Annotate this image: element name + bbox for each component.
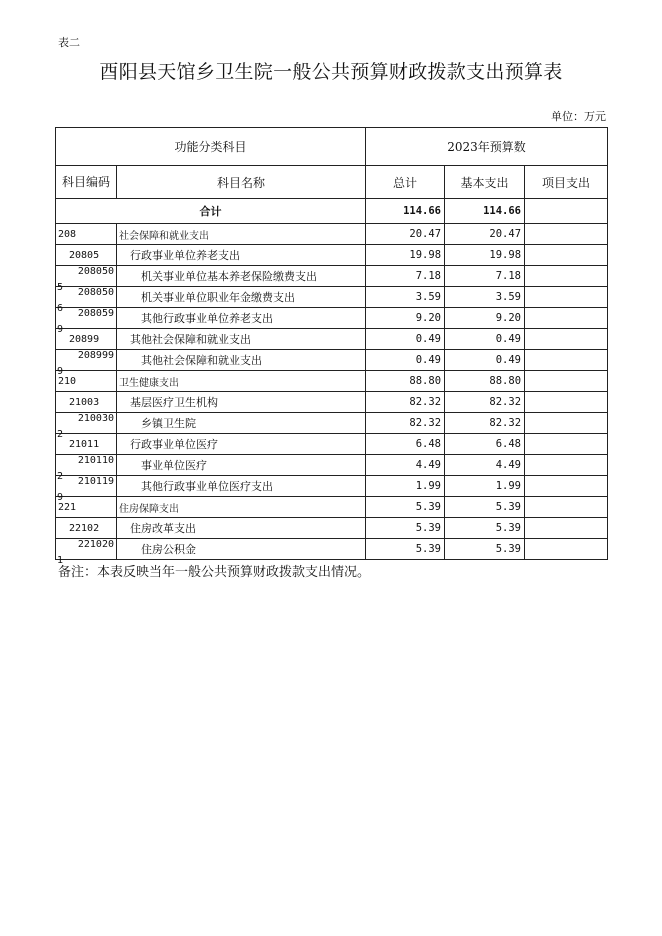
row-project bbox=[525, 518, 608, 539]
header-row-sub bbox=[56, 166, 608, 199]
table-row bbox=[56, 224, 608, 245]
row-code-text: 208050 bbox=[77, 287, 114, 298]
table-row bbox=[56, 518, 608, 539]
row-code-overflow: 2 bbox=[57, 471, 64, 482]
row-code bbox=[56, 371, 117, 392]
row-total: 3.59 bbox=[366, 287, 445, 308]
row-code-text: 210119 bbox=[77, 476, 114, 487]
row-total: 7.18 bbox=[366, 266, 445, 287]
row-total: 0.49 bbox=[366, 350, 445, 371]
unit-label: 单位：万元 bbox=[551, 110, 606, 123]
row-project bbox=[525, 392, 608, 413]
total-row bbox=[56, 199, 608, 224]
row-code-text: 208999 bbox=[77, 350, 114, 361]
row-code-overflow: 9 bbox=[57, 492, 64, 503]
header-row-main bbox=[56, 128, 608, 166]
table-row bbox=[56, 392, 608, 413]
code-header: 科目编码 bbox=[56, 166, 117, 199]
row-project bbox=[525, 434, 608, 455]
row-basic: 82.32 bbox=[445, 392, 525, 413]
row-code-text: 20899 bbox=[69, 333, 100, 345]
row-code bbox=[56, 539, 117, 566]
row-code-text: 208050 bbox=[77, 266, 114, 277]
row-project bbox=[525, 287, 608, 308]
row-code-text: 208059 bbox=[77, 308, 114, 319]
total-amount: 114.66 bbox=[366, 199, 445, 224]
row-name: 行政事业单位养老支出 bbox=[117, 245, 366, 266]
row-code bbox=[56, 413, 117, 440]
row-code-overflow: 2 bbox=[57, 429, 64, 440]
row-name: 事业单位医疗 bbox=[117, 455, 366, 476]
row-total: 9.20 bbox=[366, 308, 445, 329]
row-name: 乡镇卫生院 bbox=[117, 413, 366, 434]
row-code bbox=[56, 308, 117, 335]
row-code-overflow: 1 bbox=[57, 555, 64, 566]
row-code bbox=[56, 224, 117, 245]
row-code-text: 208 bbox=[58, 228, 77, 240]
row-name: 住房保障支出 bbox=[117, 497, 366, 518]
row-basic: 5.39 bbox=[445, 539, 525, 560]
row-project bbox=[525, 455, 608, 476]
row-basic: 5.39 bbox=[445, 518, 525, 539]
row-name: 卫生健康支出 bbox=[117, 371, 366, 392]
row-basic: 19.98 bbox=[445, 245, 525, 266]
row-basic: 20.47 bbox=[445, 224, 525, 245]
row-total: 5.39 bbox=[366, 518, 445, 539]
row-total: 19.98 bbox=[366, 245, 445, 266]
row-code-text: 210030 bbox=[77, 413, 114, 424]
footnote: 备注：本表反映当年一般公共预算财政拨款支出情况。 bbox=[58, 565, 371, 580]
row-code-overflow: 6 bbox=[57, 303, 64, 314]
row-project bbox=[525, 266, 608, 287]
row-basic: 7.18 bbox=[445, 266, 525, 287]
row-name: 基层医疗卫生机构 bbox=[117, 392, 366, 413]
row-code bbox=[56, 266, 117, 293]
row-basic: 0.49 bbox=[445, 329, 525, 350]
table-row bbox=[56, 413, 608, 434]
row-name: 其他社会保障和就业支出 bbox=[117, 350, 366, 371]
total-basic: 114.66 bbox=[445, 199, 525, 224]
row-basic: 9.20 bbox=[445, 308, 525, 329]
row-name: 其他社会保障和就业支出 bbox=[117, 329, 366, 350]
row-total: 0.49 bbox=[366, 329, 445, 350]
row-name: 机关事业单位基本养老保险缴费支出 bbox=[117, 266, 366, 287]
row-basic: 0.49 bbox=[445, 350, 525, 371]
table-row bbox=[56, 539, 608, 560]
table-row bbox=[56, 350, 608, 371]
row-name: 社会保障和就业支出 bbox=[117, 224, 366, 245]
row-total: 6.48 bbox=[366, 434, 445, 455]
row-code-overflow: 5 bbox=[57, 282, 64, 293]
row-code-overflow: 9 bbox=[57, 324, 64, 335]
row-total: 82.32 bbox=[366, 392, 445, 413]
row-code-text: 210110 bbox=[77, 455, 114, 466]
row-project bbox=[525, 539, 608, 560]
budget-group-header: 2023年预算数 bbox=[366, 128, 608, 166]
row-basic: 4.49 bbox=[445, 455, 525, 476]
total-project bbox=[525, 199, 608, 224]
row-basic: 88.80 bbox=[445, 371, 525, 392]
table-row bbox=[56, 434, 608, 455]
row-total: 4.49 bbox=[366, 455, 445, 476]
name-header: 科目名称 bbox=[117, 166, 366, 199]
table-row bbox=[56, 245, 608, 266]
row-basic: 6.48 bbox=[445, 434, 525, 455]
row-total: 20.47 bbox=[366, 224, 445, 245]
total-header: 总计 bbox=[366, 166, 445, 199]
row-project bbox=[525, 497, 608, 518]
sheet-label: 表二 bbox=[58, 36, 80, 49]
budget-table bbox=[55, 127, 608, 566]
project-header: 项目支出 bbox=[525, 166, 608, 199]
table-row bbox=[56, 476, 608, 497]
row-name: 行政事业单位医疗 bbox=[117, 434, 366, 455]
table-row bbox=[56, 329, 608, 350]
table-row bbox=[56, 287, 608, 308]
row-total: 82.32 bbox=[366, 413, 445, 434]
row-code-text: 221 bbox=[58, 501, 77, 513]
row-code-overflow: 9 bbox=[57, 366, 64, 377]
row-code-text: 221020 bbox=[77, 539, 114, 550]
table-row bbox=[56, 455, 608, 476]
row-code-text: 20805 bbox=[69, 249, 100, 261]
row-basic: 5.39 bbox=[445, 497, 525, 518]
row-name: 住房改革支出 bbox=[117, 518, 366, 539]
row-name: 住房公积金 bbox=[117, 539, 366, 560]
row-project bbox=[525, 350, 608, 371]
row-code bbox=[56, 329, 117, 350]
row-code-text: 21003 bbox=[69, 396, 100, 408]
total-label: 合计 bbox=[56, 199, 366, 224]
row-code bbox=[56, 392, 117, 413]
row-project bbox=[525, 371, 608, 392]
row-basic: 3.59 bbox=[445, 287, 525, 308]
table-row bbox=[56, 371, 608, 392]
row-code bbox=[56, 497, 117, 518]
row-total: 5.39 bbox=[366, 497, 445, 518]
row-project bbox=[525, 245, 608, 266]
row-name: 机关事业单位职业年金缴费支出 bbox=[117, 287, 366, 308]
basic-header: 基本支出 bbox=[445, 166, 525, 199]
row-basic: 82.32 bbox=[445, 413, 525, 434]
table-row bbox=[56, 266, 608, 287]
row-project bbox=[525, 224, 608, 245]
row-code bbox=[56, 434, 117, 455]
row-project bbox=[525, 476, 608, 497]
row-name: 其他行政事业单位养老支出 bbox=[117, 308, 366, 329]
row-code-text: 210 bbox=[58, 375, 77, 387]
row-total: 1.99 bbox=[366, 476, 445, 497]
row-project bbox=[525, 308, 608, 329]
row-project bbox=[525, 329, 608, 350]
row-basic: 1.99 bbox=[445, 476, 525, 497]
table-row bbox=[56, 308, 608, 329]
row-name: 其他行政事业单位医疗支出 bbox=[117, 476, 366, 497]
row-code-text: 21011 bbox=[69, 438, 100, 450]
row-total: 88.80 bbox=[366, 371, 445, 392]
row-total: 5.39 bbox=[366, 539, 445, 560]
function-group-header: 功能分类科目 bbox=[56, 128, 366, 166]
row-project bbox=[525, 413, 608, 434]
page-title: 酉阳县天馆乡卫生院一般公共预算财政拨款支出预算表 bbox=[99, 61, 563, 83]
row-code-text: 22102 bbox=[69, 522, 100, 534]
row-code bbox=[56, 350, 117, 377]
table-row bbox=[56, 497, 608, 518]
row-code bbox=[56, 518, 117, 539]
row-code bbox=[56, 476, 117, 503]
row-code bbox=[56, 245, 117, 266]
